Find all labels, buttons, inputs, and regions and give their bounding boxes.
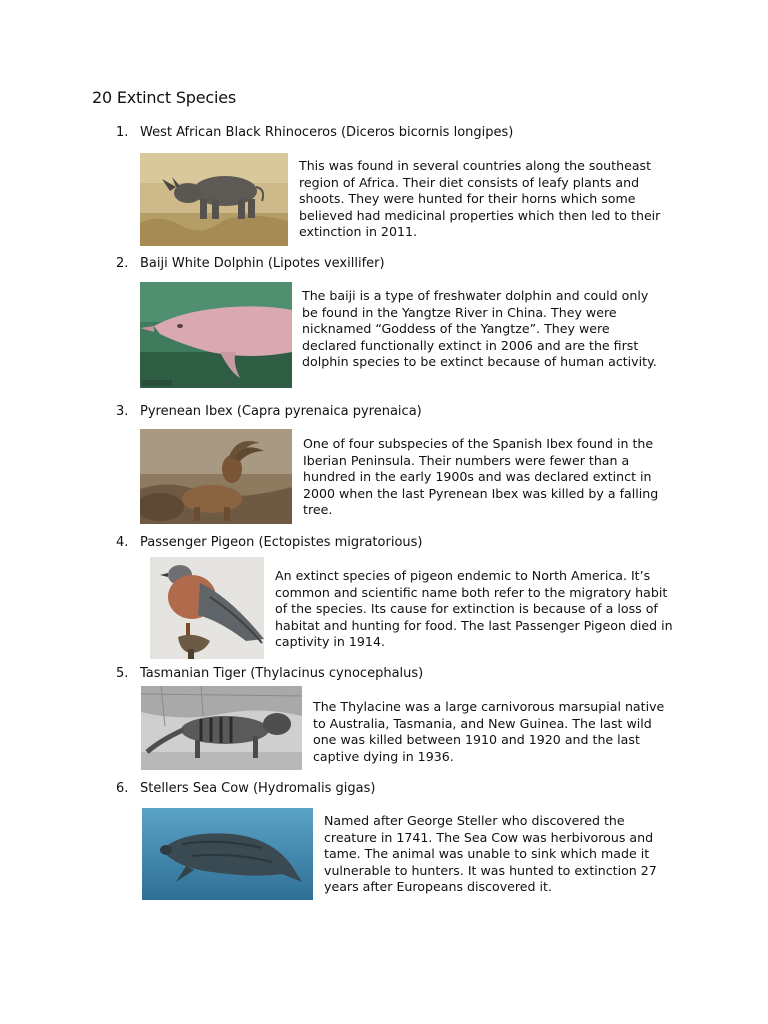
species-heading-2 xyxy=(116,256,385,271)
dolphin-photo xyxy=(140,282,292,388)
species-heading-6 xyxy=(116,781,375,796)
species-name: Passenger Pigeon (Ectopistes migratorious) xyxy=(140,535,423,550)
species-description-3: One of four subspecies of the Spanish Ibex found in the Iberian Peninsula. Their numbers were fewer than a hundred in the early 1900s and was declared extinct in 2000 when the last Pyrenean Ibex was killed by a falling tree. xyxy=(303,436,659,517)
species-number: 3. xyxy=(116,404,129,419)
species-number: 5. xyxy=(116,666,129,681)
thylacine-photo xyxy=(141,686,302,770)
species-name: Pyrenean Ibex (Capra pyrenaica pyrenaica) xyxy=(140,404,422,419)
sea-cow-illustration xyxy=(142,808,313,900)
species-number: 6. xyxy=(116,781,129,796)
species-number: 1. xyxy=(116,125,129,140)
species-name: West African Black Rhinoceros (Diceros bicornis longipes) xyxy=(140,125,514,140)
species-heading-4 xyxy=(116,535,422,550)
species-heading-3 xyxy=(116,404,422,419)
species-heading-1 xyxy=(116,125,513,140)
ibex-photo xyxy=(140,429,292,524)
species-heading-5 xyxy=(116,666,423,681)
species-description-6: Named after George Steller who discovered the creature in 1741. The Sea Cow was herbivorous and tame. The animal was unable to sink which made it vulnerable to hunters. It was hunted to extinction 27 years after Europeans discovered it. xyxy=(324,813,657,894)
page-title: 20 Extinct Species xyxy=(92,88,237,107)
species-number: 2. xyxy=(116,256,129,271)
species-description-1: This was found in several countries along the southeast region of Africa. Their diet consists of leafy plants and shoots. They were hunted for their horns which some believed had medicinal properties which then led to their extinction in 2011. xyxy=(299,158,661,239)
species-name: Baiji White Dolphin (Lipotes vexillifer) xyxy=(140,256,385,271)
species-name: Stellers Sea Cow (Hydromalis gigas) xyxy=(140,781,376,796)
species-description-4: An extinct species of pigeon endemic to North America. It’s common and scientific name both refer to the migratory habit of the species. Its cause for extinction is because of a loss of habitat and hunting for food. The last Passenger Pigeon died in captivity in 1914. xyxy=(275,568,673,649)
pigeon-photo xyxy=(150,557,264,659)
species-description-5: The Thylacine was a large carnivorous marsupial native to Australia, Tasmania, and New Guinea. The last wild one was killed between 1910 and 1920 and the last captive dying in 1936. xyxy=(313,699,665,764)
species-number: 4. xyxy=(116,535,129,550)
species-name: Tasmanian Tiger (Thylacinus cynocephalus) xyxy=(140,666,424,681)
rhinoceros-photo xyxy=(140,153,288,246)
species-description-2: The baiji is a type of freshwater dolphin and could only be found in the Yangtze River in China. They were nicknamed “Goddess of the Yangtze”. They were declared functionally extinct in 2006 and are the first dolphin species to be extinct because of human activity. xyxy=(302,288,657,369)
